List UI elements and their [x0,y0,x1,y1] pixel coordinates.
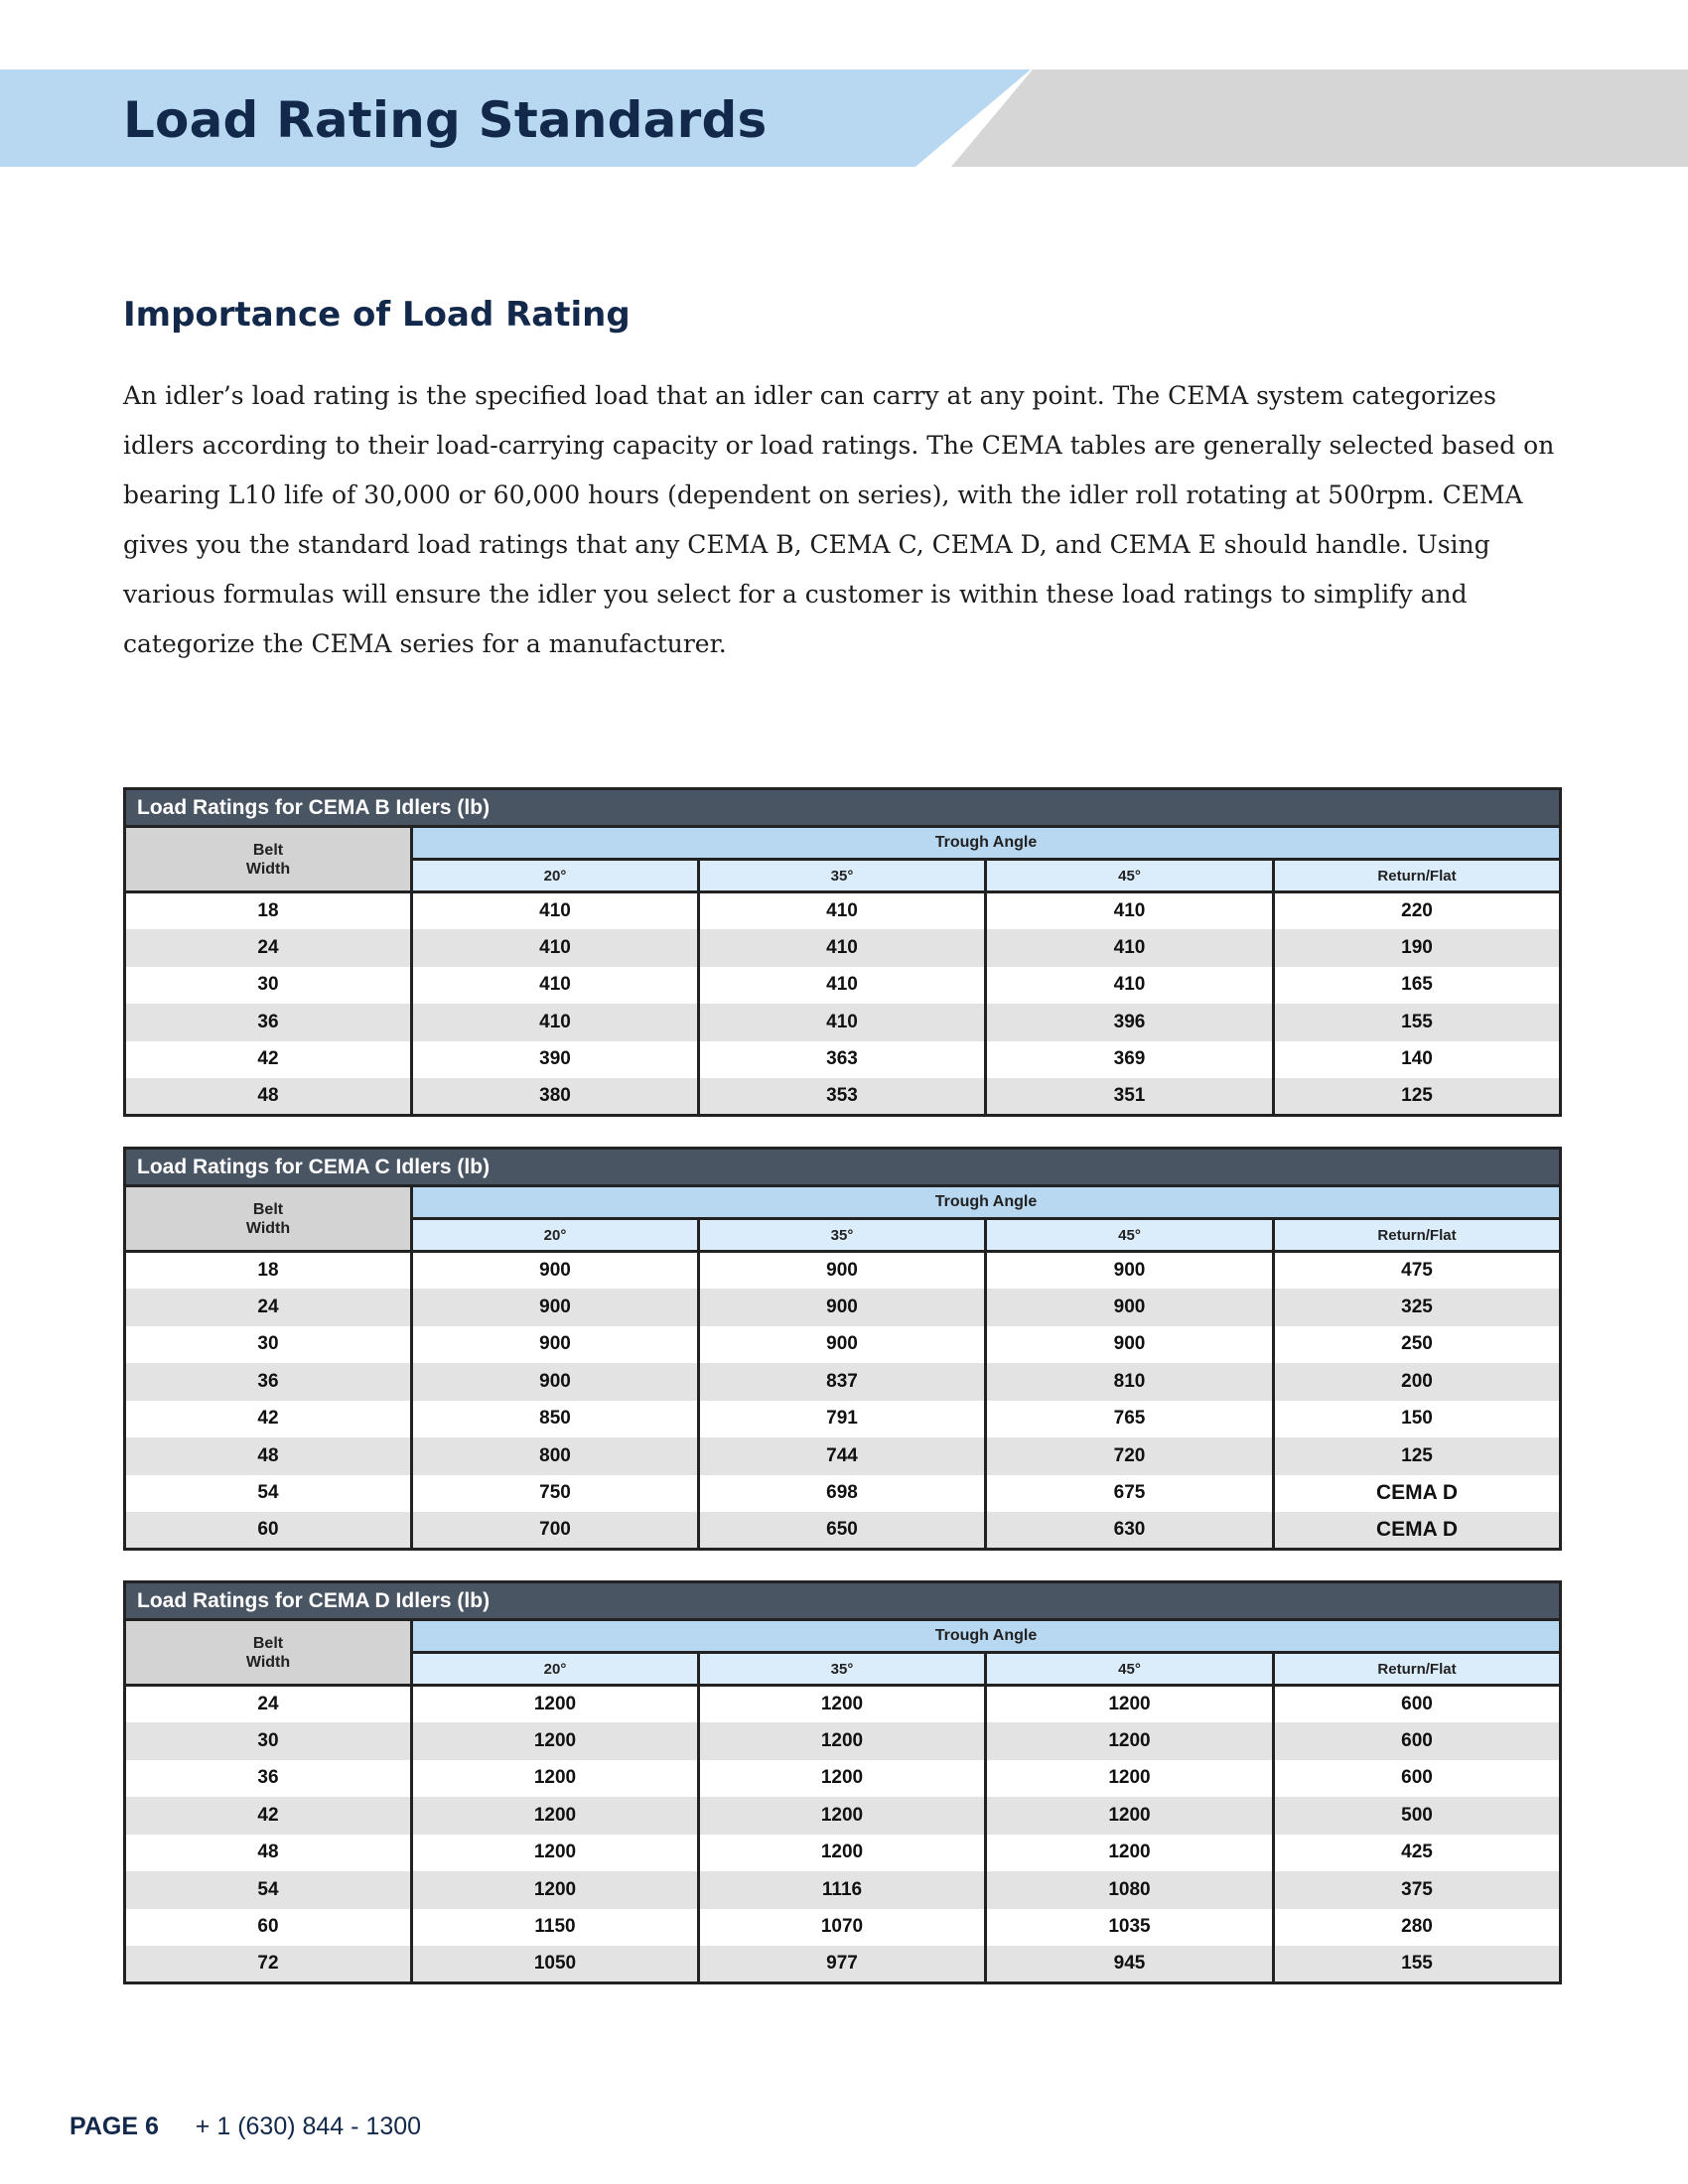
angle-20-cell: 750 [412,1475,699,1513]
angle-45-cell: 900 [986,1252,1274,1290]
angle-35-cell: 791 [699,1401,986,1438]
table-row [125,1401,1561,1438]
return-flat-cell: 325 [1274,1289,1561,1326]
table-row [125,1004,1561,1041]
return-flat-cell: 425 [1274,1835,1561,1872]
return-flat-cell: 220 [1274,892,1561,930]
table-caption: Load Ratings for CEMA C Idlers (lb) [125,1149,1561,1186]
table-row [125,1252,1561,1290]
return-flat-cell: 155 [1274,1004,1561,1041]
belt-width-cell: 24 [125,929,412,967]
cema-b-load-table [123,787,1562,1117]
return-flat-cell: 125 [1274,1078,1561,1116]
trough-angle-header: Trough Angle [412,1186,1561,1219]
angle-35-cell: 1200 [699,1722,986,1760]
angle-20-cell: 1200 [412,1835,699,1872]
belt-width-cell: 42 [125,1401,412,1438]
width-label: Width [245,860,291,878]
angle-35-cell: 363 [699,1041,986,1079]
trough-angle-header: Trough Angle [412,827,1561,860]
belt-width-cell: 54 [125,1475,412,1513]
angle-45-cell: 351 [986,1078,1274,1116]
angle-45-cell: 369 [986,1041,1274,1079]
angle-35-cell: 410 [699,1004,986,1041]
banner-gray-shape [951,69,1688,167]
belt-width-cell: 30 [125,1326,412,1364]
table-row [125,1289,1561,1326]
angle-45-cell: 1200 [986,1686,1274,1723]
column-header-35: 35° [699,1653,986,1686]
angle-45-cell: 1200 [986,1760,1274,1798]
angle-20-cell: 1200 [412,1871,699,1909]
section-heading: Importance of Load Rating [123,295,631,335]
angle-35-cell: 1070 [699,1909,986,1947]
page-number: PAGE 6 [70,2113,159,2140]
belt-width-cell: 36 [125,1004,412,1041]
header-banner [0,0,1688,167]
angle-35-cell: 837 [699,1363,986,1401]
angle-35-cell: 410 [699,929,986,967]
table-row [125,1946,1561,1983]
belt-width-cell: 54 [125,1871,412,1909]
angle-45-cell: 396 [986,1004,1274,1041]
belt-width-cell: 24 [125,1686,412,1723]
angle-35-cell: 1200 [699,1760,986,1798]
angle-45-cell: 1200 [986,1835,1274,1872]
belt-width-header [125,1186,412,1252]
angle-45-cell: 900 [986,1289,1274,1326]
angle-45-cell: 1200 [986,1722,1274,1760]
angle-20-cell: 410 [412,1004,699,1041]
return-flat-cell: 155 [1274,1946,1561,1983]
angle-45-cell: 1035 [986,1909,1274,1947]
belt-label: Belt [252,1200,284,1218]
angle-35-cell: 1116 [699,1871,986,1909]
angle-35-cell: 977 [699,1946,986,1983]
return-flat-cell: 150 [1274,1401,1561,1438]
angle-35-cell: 353 [699,1078,986,1116]
trough-angle-header: Trough Angle [412,1620,1561,1653]
return-flat-cell: 600 [1274,1722,1561,1760]
table-row [125,1512,1561,1550]
table-row [125,1437,1561,1475]
angle-45-cell: 410 [986,967,1274,1005]
cema-d-load-table [123,1580,1562,1984]
angle-35-cell: 900 [699,1252,986,1290]
belt-width-cell: 48 [125,1835,412,1872]
angle-35-cell: 744 [699,1437,986,1475]
angle-20-cell: 900 [412,1326,699,1364]
belt-width-cell: 24 [125,1289,412,1326]
angle-20-cell: 410 [412,929,699,967]
return-flat-cell: 475 [1274,1252,1561,1290]
angle-20-cell: 380 [412,1078,699,1116]
belt-width-header [125,1620,412,1686]
column-header-return-flat: Return/Flat [1274,1653,1561,1686]
angle-35-cell: 410 [699,967,986,1005]
angle-20-cell: 1200 [412,1722,699,1760]
angle-35-cell: 900 [699,1326,986,1364]
belt-width-cell: 36 [125,1363,412,1401]
return-flat-cell: 125 [1274,1437,1561,1475]
angle-35-cell: 650 [699,1512,986,1550]
return-flat-cell: 190 [1274,929,1561,967]
angle-45-cell: 410 [986,892,1274,930]
width-label: Width [245,1219,291,1237]
return-flat-cell: 165 [1274,967,1561,1005]
table-row [125,1078,1561,1116]
angle-20-cell: 390 [412,1041,699,1079]
table-row [125,1797,1561,1835]
angle-20-cell: 900 [412,1289,699,1326]
belt-width-cell: 18 [125,892,412,930]
return-flat-cell: 200 [1274,1363,1561,1401]
page-footer [70,2113,421,2141]
return-flat-cell: 375 [1274,1871,1561,1909]
return-flat-cell: 600 [1274,1760,1561,1798]
table-caption: Load Ratings for CEMA D Idlers (lb) [125,1582,1561,1620]
belt-width-cell: 42 [125,1797,412,1835]
table-row [125,1686,1561,1723]
belt-width-cell: 30 [125,1722,412,1760]
table-row [125,1871,1561,1909]
angle-45-cell: 720 [986,1437,1274,1475]
angle-35-cell: 1200 [699,1797,986,1835]
intro-paragraph: An idler’s load rating is the specified load that an idler can carry at any point. The CEMA system categorizes idlers according to their load-carrying capacity or load ratings. The CEMA tables are generally selected based on bearing L10 life of 30,000 or 60,000 hours (dependent on series), with the idler roll rotating at 500rpm. CEMA gives you the standard load ratings that any CEMA B, CEMA C, CEMA D, and CEMA E should handle. Using various formulas will ensure the idler you select for a customer is within these load ratings to simplify and categorize the CEMA series for a manufacturer. [123,381,1555,658]
angle-45-cell: 900 [986,1326,1274,1364]
angle-35-cell: 1200 [699,1835,986,1872]
angle-20-cell: 410 [412,892,699,930]
return-flat-cell: 140 [1274,1041,1561,1079]
belt-width-header [125,827,412,892]
angle-45-cell: 810 [986,1363,1274,1401]
belt-label: Belt [252,1634,284,1652]
angle-20-cell: 700 [412,1512,699,1550]
column-header-return-flat: Return/Flat [1274,1219,1561,1252]
angle-45-cell: 675 [986,1475,1274,1513]
belt-width-cell: 30 [125,967,412,1005]
angle-20-cell: 1150 [412,1909,699,1947]
angle-45-cell: 945 [986,1946,1274,1983]
column-header-35: 35° [699,860,986,892]
belt-width-cell: 36 [125,1760,412,1798]
belt-width-cell: 48 [125,1437,412,1475]
angle-45-cell: 630 [986,1512,1274,1550]
return-flat-cell: 280 [1274,1909,1561,1947]
column-header-35: 35° [699,1219,986,1252]
table-row [125,1326,1561,1364]
angle-35-cell: 698 [699,1475,986,1513]
table-caption: Load Ratings for CEMA B Idlers (lb) [125,789,1561,827]
table-row [125,1835,1561,1872]
angle-20-cell: 850 [412,1401,699,1438]
table-row [125,892,1561,930]
return-flat-cell: CEMA D [1274,1512,1561,1550]
table-row [125,1363,1561,1401]
angle-20-cell: 800 [412,1437,699,1475]
belt-width-cell: 48 [125,1078,412,1116]
angle-45-cell: 410 [986,929,1274,967]
belt-width-cell: 60 [125,1512,412,1550]
column-header-45: 45° [986,1219,1274,1252]
return-flat-cell: 600 [1274,1686,1561,1723]
table-row [125,1041,1561,1079]
angle-20-cell: 900 [412,1363,699,1401]
angle-35-cell: 900 [699,1289,986,1326]
return-flat-cell: 500 [1274,1797,1561,1835]
angle-45-cell: 765 [986,1401,1274,1438]
table-row [125,1475,1561,1513]
column-header-45: 45° [986,860,1274,892]
table-row [125,929,1561,967]
table-row [125,1722,1561,1760]
return-flat-cell: 250 [1274,1326,1561,1364]
angle-45-cell: 1080 [986,1871,1274,1909]
angle-45-cell: 1200 [986,1797,1274,1835]
return-flat-cell: CEMA D [1274,1475,1561,1513]
cema-c-load-table [123,1147,1562,1551]
angle-20-cell: 1200 [412,1760,699,1798]
angle-20-cell: 1050 [412,1946,699,1983]
belt-width-cell: 18 [125,1252,412,1290]
belt-width-cell: 60 [125,1909,412,1947]
page-title: Load Rating Standards [123,91,768,149]
belt-label: Belt [252,841,284,859]
angle-20-cell: 1200 [412,1686,699,1723]
belt-width-cell: 42 [125,1041,412,1079]
column-header-45: 45° [986,1653,1274,1686]
width-label: Width [245,1653,291,1671]
belt-width-cell: 72 [125,1946,412,1983]
column-header-return-flat: Return/Flat [1274,860,1561,892]
phone-number: + 1 (630) 844 - 1300 [195,2113,422,2140]
table-row [125,1909,1561,1947]
angle-20-cell: 900 [412,1252,699,1290]
angle-35-cell: 1200 [699,1686,986,1723]
column-header-20: 20° [412,860,699,892]
column-header-20: 20° [412,1219,699,1252]
angle-35-cell: 410 [699,892,986,930]
table-row [125,967,1561,1005]
column-header-20: 20° [412,1653,699,1686]
table-row [125,1760,1561,1798]
angle-20-cell: 410 [412,967,699,1005]
angle-20-cell: 1200 [412,1797,699,1835]
